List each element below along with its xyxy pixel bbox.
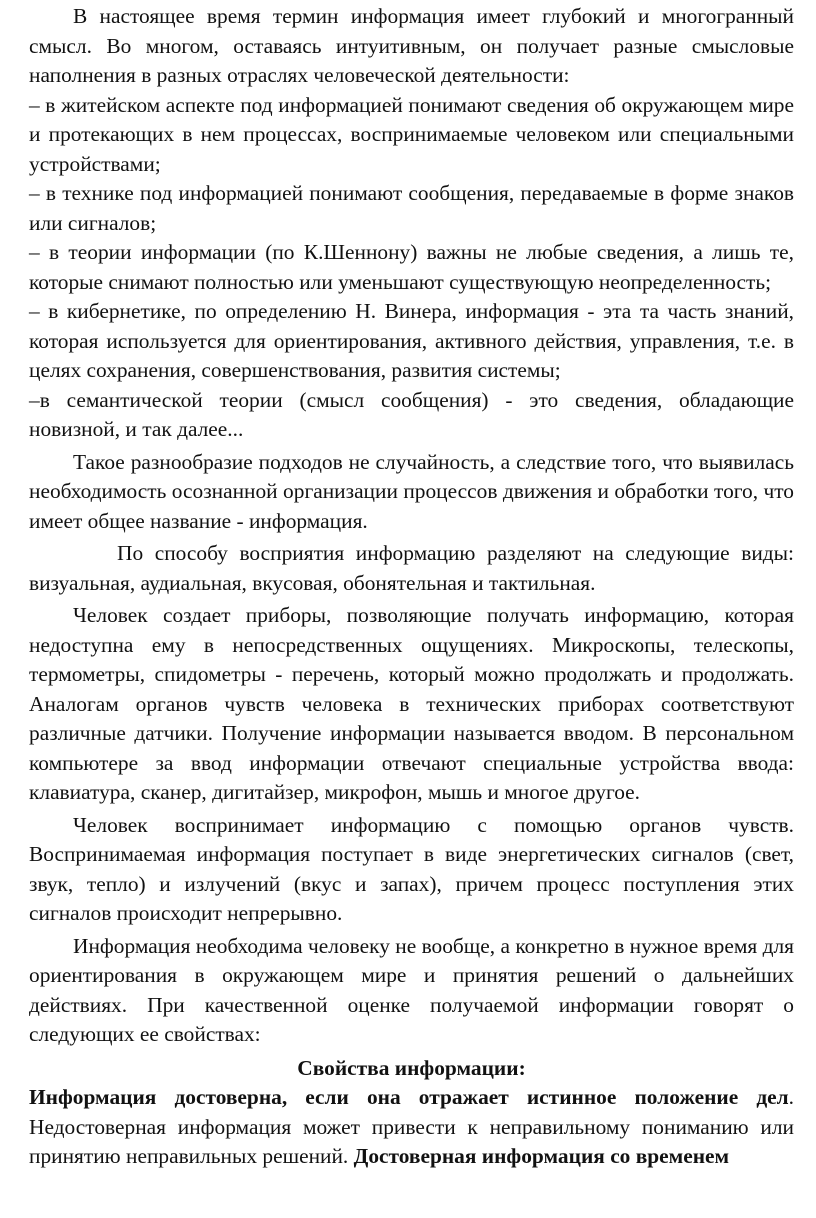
reliable-text: . Недостоверная информация может привести к неправильному пониманию или принятию неправильных решений.: [29, 1085, 794, 1168]
list-item-technology: – в технике под информацией понимают сообщения, передаваемые в форме знаков или сигналов;: [29, 181, 794, 235]
intro-paragraph: В настоящее время термин информация имеет глубокий и многогранный смысл. Во многом, оставаясь интуитивным, он получает разные смысловые наполнения в разных отраслях человеческой деятельности:: [29, 4, 794, 87]
reliable-bold-tail: Достоверная информация со временем: [353, 1144, 730, 1168]
devices-paragraph: Человек создает приборы, позволяющие получать информацию, которая недоступна ему в непосредственных ощущениях. Микроскопы, телескопы, термометры, спидометры - перечень, который можно продолжать и продолжать. Аналогам органов чувств человека в технических приборах соответствуют различные датчики. Получение информации называется вводом. В персональном компьютере за ввод информации отвечают специальные устройства ввода: клавиатура, сканер, дигитайзер, микрофон, мышь и многое другое.: [29, 603, 794, 804]
list-item-information-theory: – в теории информации (по К.Шеннону) важны не любые сведения, а лишь те, которые снимают полностью или уменьшают существующую неопределенность;: [29, 240, 794, 294]
perception-paragraph: По способу восприятия информацию разделяют на следующие виды: визуальная, аудиальная, вкусовая, обонятельная и тактильная.: [29, 541, 794, 595]
senses-paragraph: Человек воспринимает информацию с помощью органов чувств. Воспринимаемая информация поступает в виде энергетических сигналов (свет, звук, тепло) и излучений (вкус и запах), причем процесс поступления этих сигналов происходит непрерывно.: [29, 812, 794, 925]
variety-paragraph: Такое разнообразие подходов не случайность, а следствие того, что выявилась необходимость осознанной организации процессов движения и обработки того, что имеет общее название - информация.: [29, 449, 794, 533]
list-item-cybernetics: – в кибернетике, по определению Н. Винера, информация - эта та часть знаний, которая используется для ориентирования, активного действия, управления, т.е. в целях сохранения, совершенствования, развития системы;: [29, 299, 794, 382]
reliable-paragraph: [29, 1083, 794, 1172]
need-paragraph: Информация необходима человеку не вообще, а конкретно в нужное время для ориентирования в окружающем мире и принятия решений о дальнейших действиях. При качественной оценке получаемой информации говорят о следующих ее свойствах:: [29, 933, 794, 1046]
reliable-bold-lead: Информация достоверна, если она отражает истинное положение дел: [29, 1085, 789, 1109]
properties-heading: Свойства информации:: [297, 1055, 526, 1080]
list-item-everyday: – в житейском аспекте под информацией понимают сведения об окружающем мире и протекающих в нем процессах, воспринимаемые человеком или специальными устройствами;: [29, 92, 794, 176]
list-item-semantic-theory: –в семантической теории (смысл сообщения) - это сведения, обладающие новизной, и так далее...: [29, 387, 794, 441]
